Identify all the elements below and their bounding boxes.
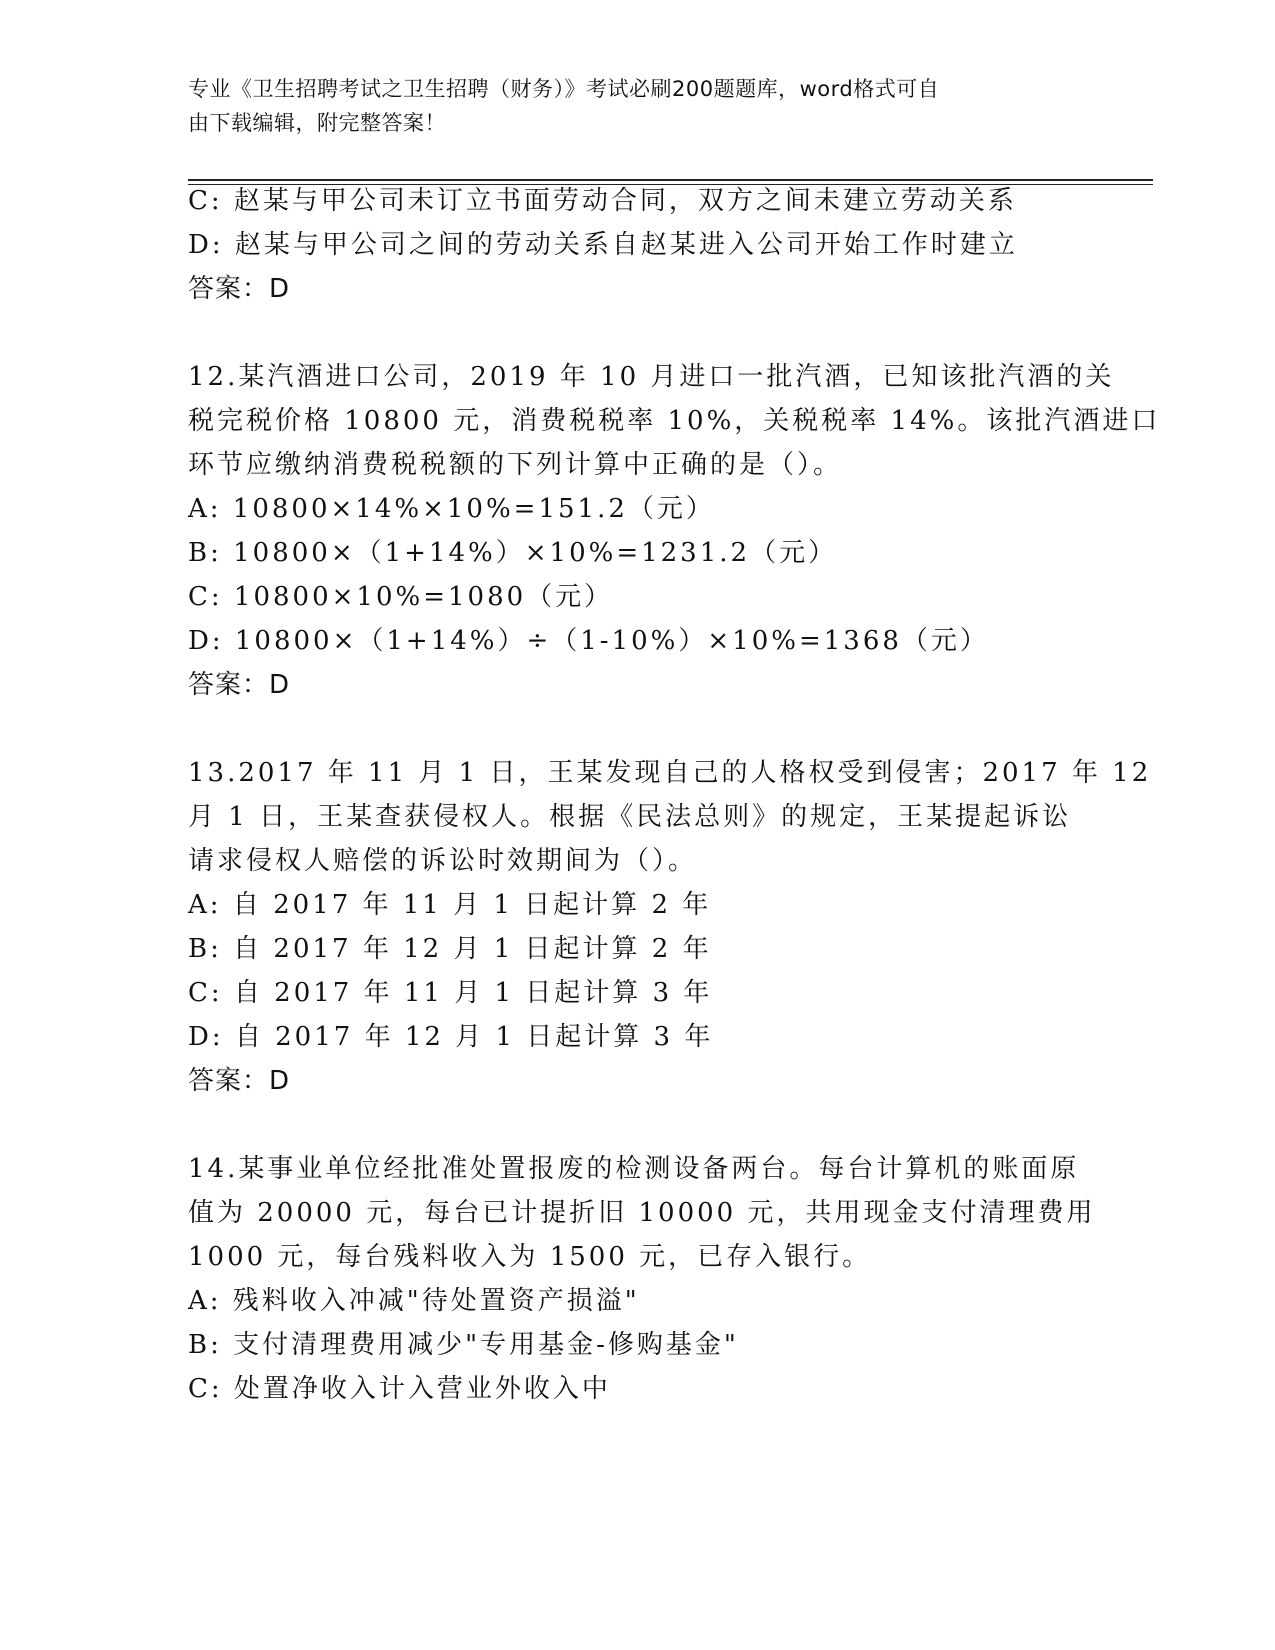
q13-option-d: D: 自 2017 年 12 月 1 日起计算 3 年: [188, 1022, 714, 1052]
q14-stem-line-3: 1000 元，每台残料收入为 1500 元，已存入银行。: [188, 1242, 872, 1272]
document-header: [188, 72, 1068, 140]
q14-stem-line-1: 14.某事业单位经批准处置报废的检测设备两台。每台计算机的账面原: [188, 1154, 1080, 1184]
q11-option-c: C: 赵某与甲公司未订立书面劳动合同，双方之间未建立劳动关系: [188, 186, 1017, 216]
q14-option-c: C: 处置净收入计入营业外收入中: [188, 1374, 611, 1404]
header-divider-thick: [188, 179, 1153, 181]
q13-stem-line-1: 13.2017 年 11 月 1 日，王某发现自己的人格权受到侵害；2017 年 12: [188, 758, 1152, 788]
q12-option-d: D: 10800×（1+14%）÷（1-10%）×10%=1368（元）: [188, 626, 989, 656]
q14-option-a: A: 残料收入冲减"待处置资产损溢": [188, 1286, 640, 1316]
q12-option-b: B: 10800×（1+14%）×10%=1231.2（元）: [188, 538, 838, 568]
q11-answer: 答案：D: [188, 274, 291, 304]
q11-option-d: D: 赵某与甲公司之间的劳动关系自赵某进入公司开始工作时建立: [188, 230, 1018, 260]
q12-option-c: C: 10800×10%=1080（元）: [188, 582, 614, 612]
q14-option-b: B: 支付清理费用减少"专用基金-修购基金": [188, 1330, 739, 1360]
q13-option-b: B: 自 2017 年 12 月 1 日起计算 2 年: [188, 934, 712, 964]
q12-stem-line-3: 环节应缴纳消费税税额的下列计算中正确的是（）。: [188, 450, 843, 480]
q14-stem-line-2: 值为 20000 元，每台已计提折旧 10000 元，共用现金支付清理费用: [188, 1198, 1096, 1228]
q12-answer: 答案：D: [188, 670, 291, 700]
q13-stem-line-3: 请求侵权人赔偿的诉讼时效期间为（）。: [188, 846, 698, 876]
q12-stem-line-1: 12.某汽酒进口公司，2019 年 10 月进口一批汽酒，已知该批汽酒的关: [188, 362, 1115, 392]
q12-stem-line-2: 税完税价格 10800 元，消费税税率 10%，关税税率 14%。该批汽酒进口: [188, 406, 1161, 436]
header-line-1: 专业《卫生招聘考试之卫生招聘（财务）》考试必刷200题题库，word格式可自: [188, 77, 940, 101]
q12-option-a: A: 10800×14%×10%=151.2（元）: [188, 494, 715, 524]
header-line-2: 由下载编辑，附完整答案！: [188, 111, 446, 135]
q13-stem-line-2: 月 1 日，王某查获侵权人。根据《民法总则》的规定，王某提起诉讼: [188, 802, 1072, 832]
q13-option-a: A: 自 2017 年 11 月 1 日起计算 2 年: [188, 890, 712, 920]
q13-option-c: C: 自 2017 年 11 月 1 日起计算 3 年: [188, 978, 713, 1008]
q13-answer: 答案：D: [188, 1066, 291, 1096]
